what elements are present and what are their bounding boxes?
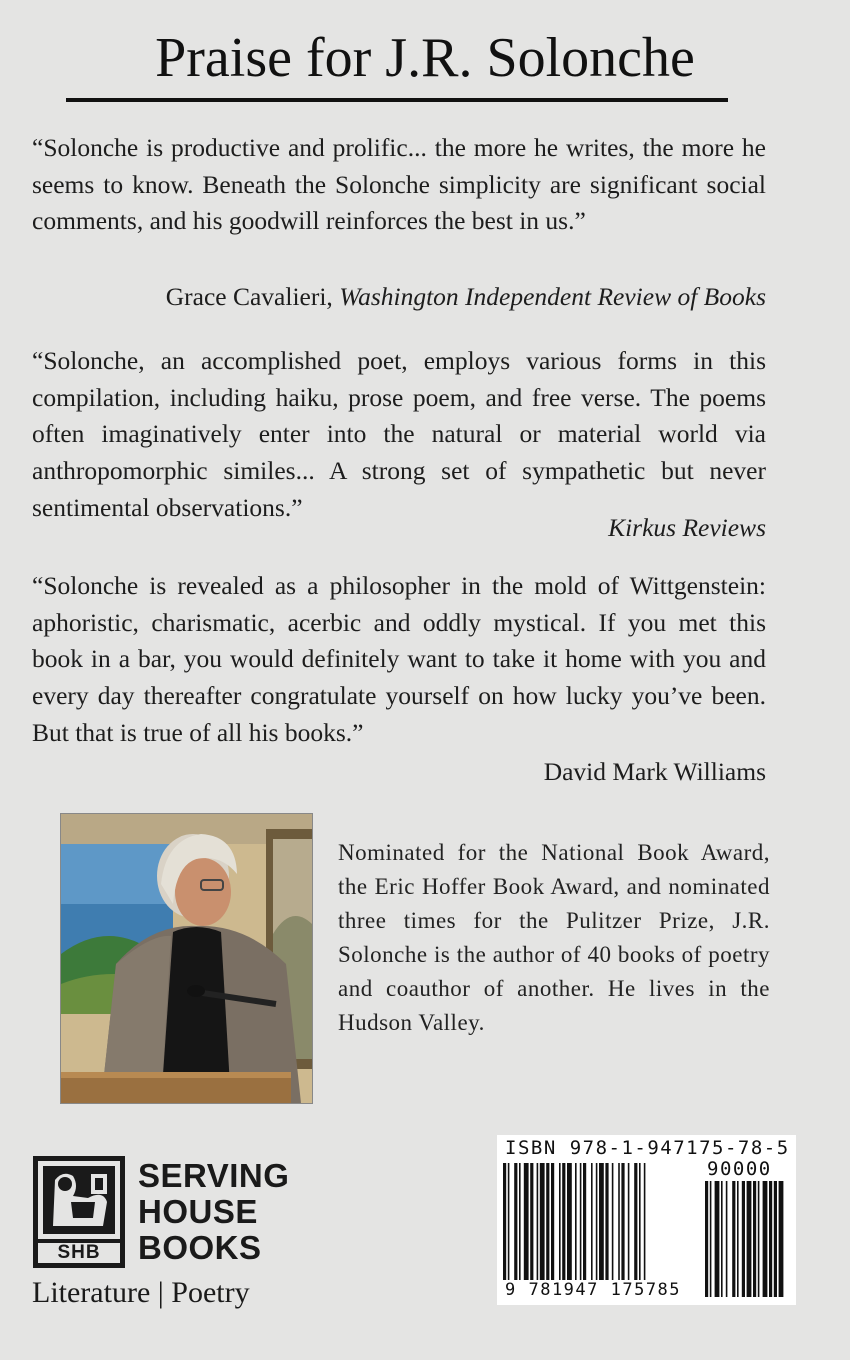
barcode-addon-bar (726, 1181, 728, 1297)
barcode-bar (634, 1163, 637, 1283)
barcode-addon-bar (715, 1181, 720, 1297)
barcode-bar (628, 1163, 630, 1283)
barcode-bar (644, 1163, 646, 1283)
publisher-logo (33, 1156, 125, 1268)
barcode-addon-bar (763, 1181, 768, 1297)
barcode-bar (524, 1163, 529, 1283)
barcode-bar (546, 1163, 549, 1283)
reviewer-name-3: David Mark Williams (543, 757, 766, 786)
author-photo-illustration (61, 814, 312, 1103)
barcode-bar (537, 1163, 539, 1283)
barcode-bar (575, 1163, 577, 1283)
barcode-bar (540, 1163, 545, 1283)
barcode-addon-bar (769, 1181, 772, 1297)
author-bio: Nominated for the National Book Award, the Eric Hoffer Book Award, and nominated three times for the Pulitzer Prize, J.R. Solonche is the author of 40 books of poetry and coauthor of another. He lives in the Hudson Valley. (338, 840, 770, 1035)
title-underline (66, 98, 728, 102)
publisher-name-line-1: SERVING (138, 1157, 290, 1194)
page-title: Praise for J.R. Solonche (155, 27, 695, 89)
review-source-2: Kirkus Reviews (608, 513, 766, 542)
barcode-addon-bar (753, 1181, 756, 1297)
review-attribution-1 (166, 279, 766, 315)
publisher-name-line-2: HOUSE (138, 1193, 258, 1230)
barcode-addon-bar (747, 1181, 752, 1297)
barcode-addon-bar (774, 1181, 777, 1297)
barcode-addon-bar (779, 1181, 784, 1297)
barcode-bar (591, 1163, 593, 1283)
barcode-bar (530, 1163, 533, 1283)
barcode-bar (503, 1163, 506, 1283)
barcode-bar (612, 1163, 614, 1283)
review-quote-3: “Solonche is revealed as a philosopher in the mold of Wittgenstein: aphoristic, charismatic, acerbic and oddly mystical. If you met this book in a bar, you would definitely want to take it home with you and every day thereafter congratulate yourself on how lucky you’ve been. But that is true of all his books.” (32, 571, 766, 747)
publisher-logo-initials: SHB (57, 1242, 101, 1263)
barcode-bar (519, 1163, 521, 1283)
barcode-bar (583, 1163, 586, 1283)
ean-digits: 9 781947 175785 (505, 1280, 682, 1300)
barcode-addon-bar (705, 1181, 708, 1297)
barcode-addon-bar (742, 1181, 745, 1297)
barcode-bar (559, 1163, 561, 1283)
barcode-addon-bar (721, 1181, 723, 1297)
isbn-label: ISBN 978-1-947175-78-5 (505, 1137, 790, 1159)
barcode-bar (605, 1163, 608, 1283)
barcode-bar (514, 1163, 517, 1283)
barcode-bar (580, 1163, 582, 1283)
review-attribution-2 (608, 510, 766, 546)
barcode-bar (508, 1163, 510, 1283)
barcode-bar (599, 1163, 604, 1283)
review-attribution-3 (544, 754, 766, 790)
barcode-addon-bar (710, 1181, 712, 1297)
reviewer-name-1: Grace Cavalieri, (165, 282, 340, 311)
barcode-bar (551, 1163, 554, 1283)
publisher-name (138, 1158, 289, 1266)
review-quote-2: “Solonche, an accomplished poet, employs various forms in this compilation, including haiku, prose poem, and free verse. The poems often imaginatively enter into the natural or material world via anthropomorphic similes... A strong set of sympathetic but never sentimental observations.” (32, 346, 766, 522)
price-code: 90000 (707, 1158, 772, 1180)
review-quote-1: “Solonche is productive and prolific... the more he writes, the more he seems to know. Beneath the Solonche simplicity are significant social comments, and his goodwill reinforces the best in us.” (32, 133, 766, 236)
publisher-tagline: Literature | Poetry (32, 1276, 250, 1309)
publisher-name-line-3: BOOKS (138, 1229, 262, 1266)
barcode-addon-bar (758, 1181, 760, 1297)
barcode-bar (639, 1163, 641, 1283)
author-photo (60, 813, 313, 1104)
barcode-bar (567, 1163, 572, 1283)
review-source-1: Washington Independent Review of Books (339, 282, 766, 311)
barcode-addon-bar (732, 1181, 735, 1297)
barcode-addon-bar (737, 1181, 739, 1297)
barcode-bar (621, 1163, 624, 1283)
barcode-bar (562, 1163, 565, 1283)
barcode-bar (618, 1163, 620, 1283)
barcode-bar (596, 1163, 598, 1283)
